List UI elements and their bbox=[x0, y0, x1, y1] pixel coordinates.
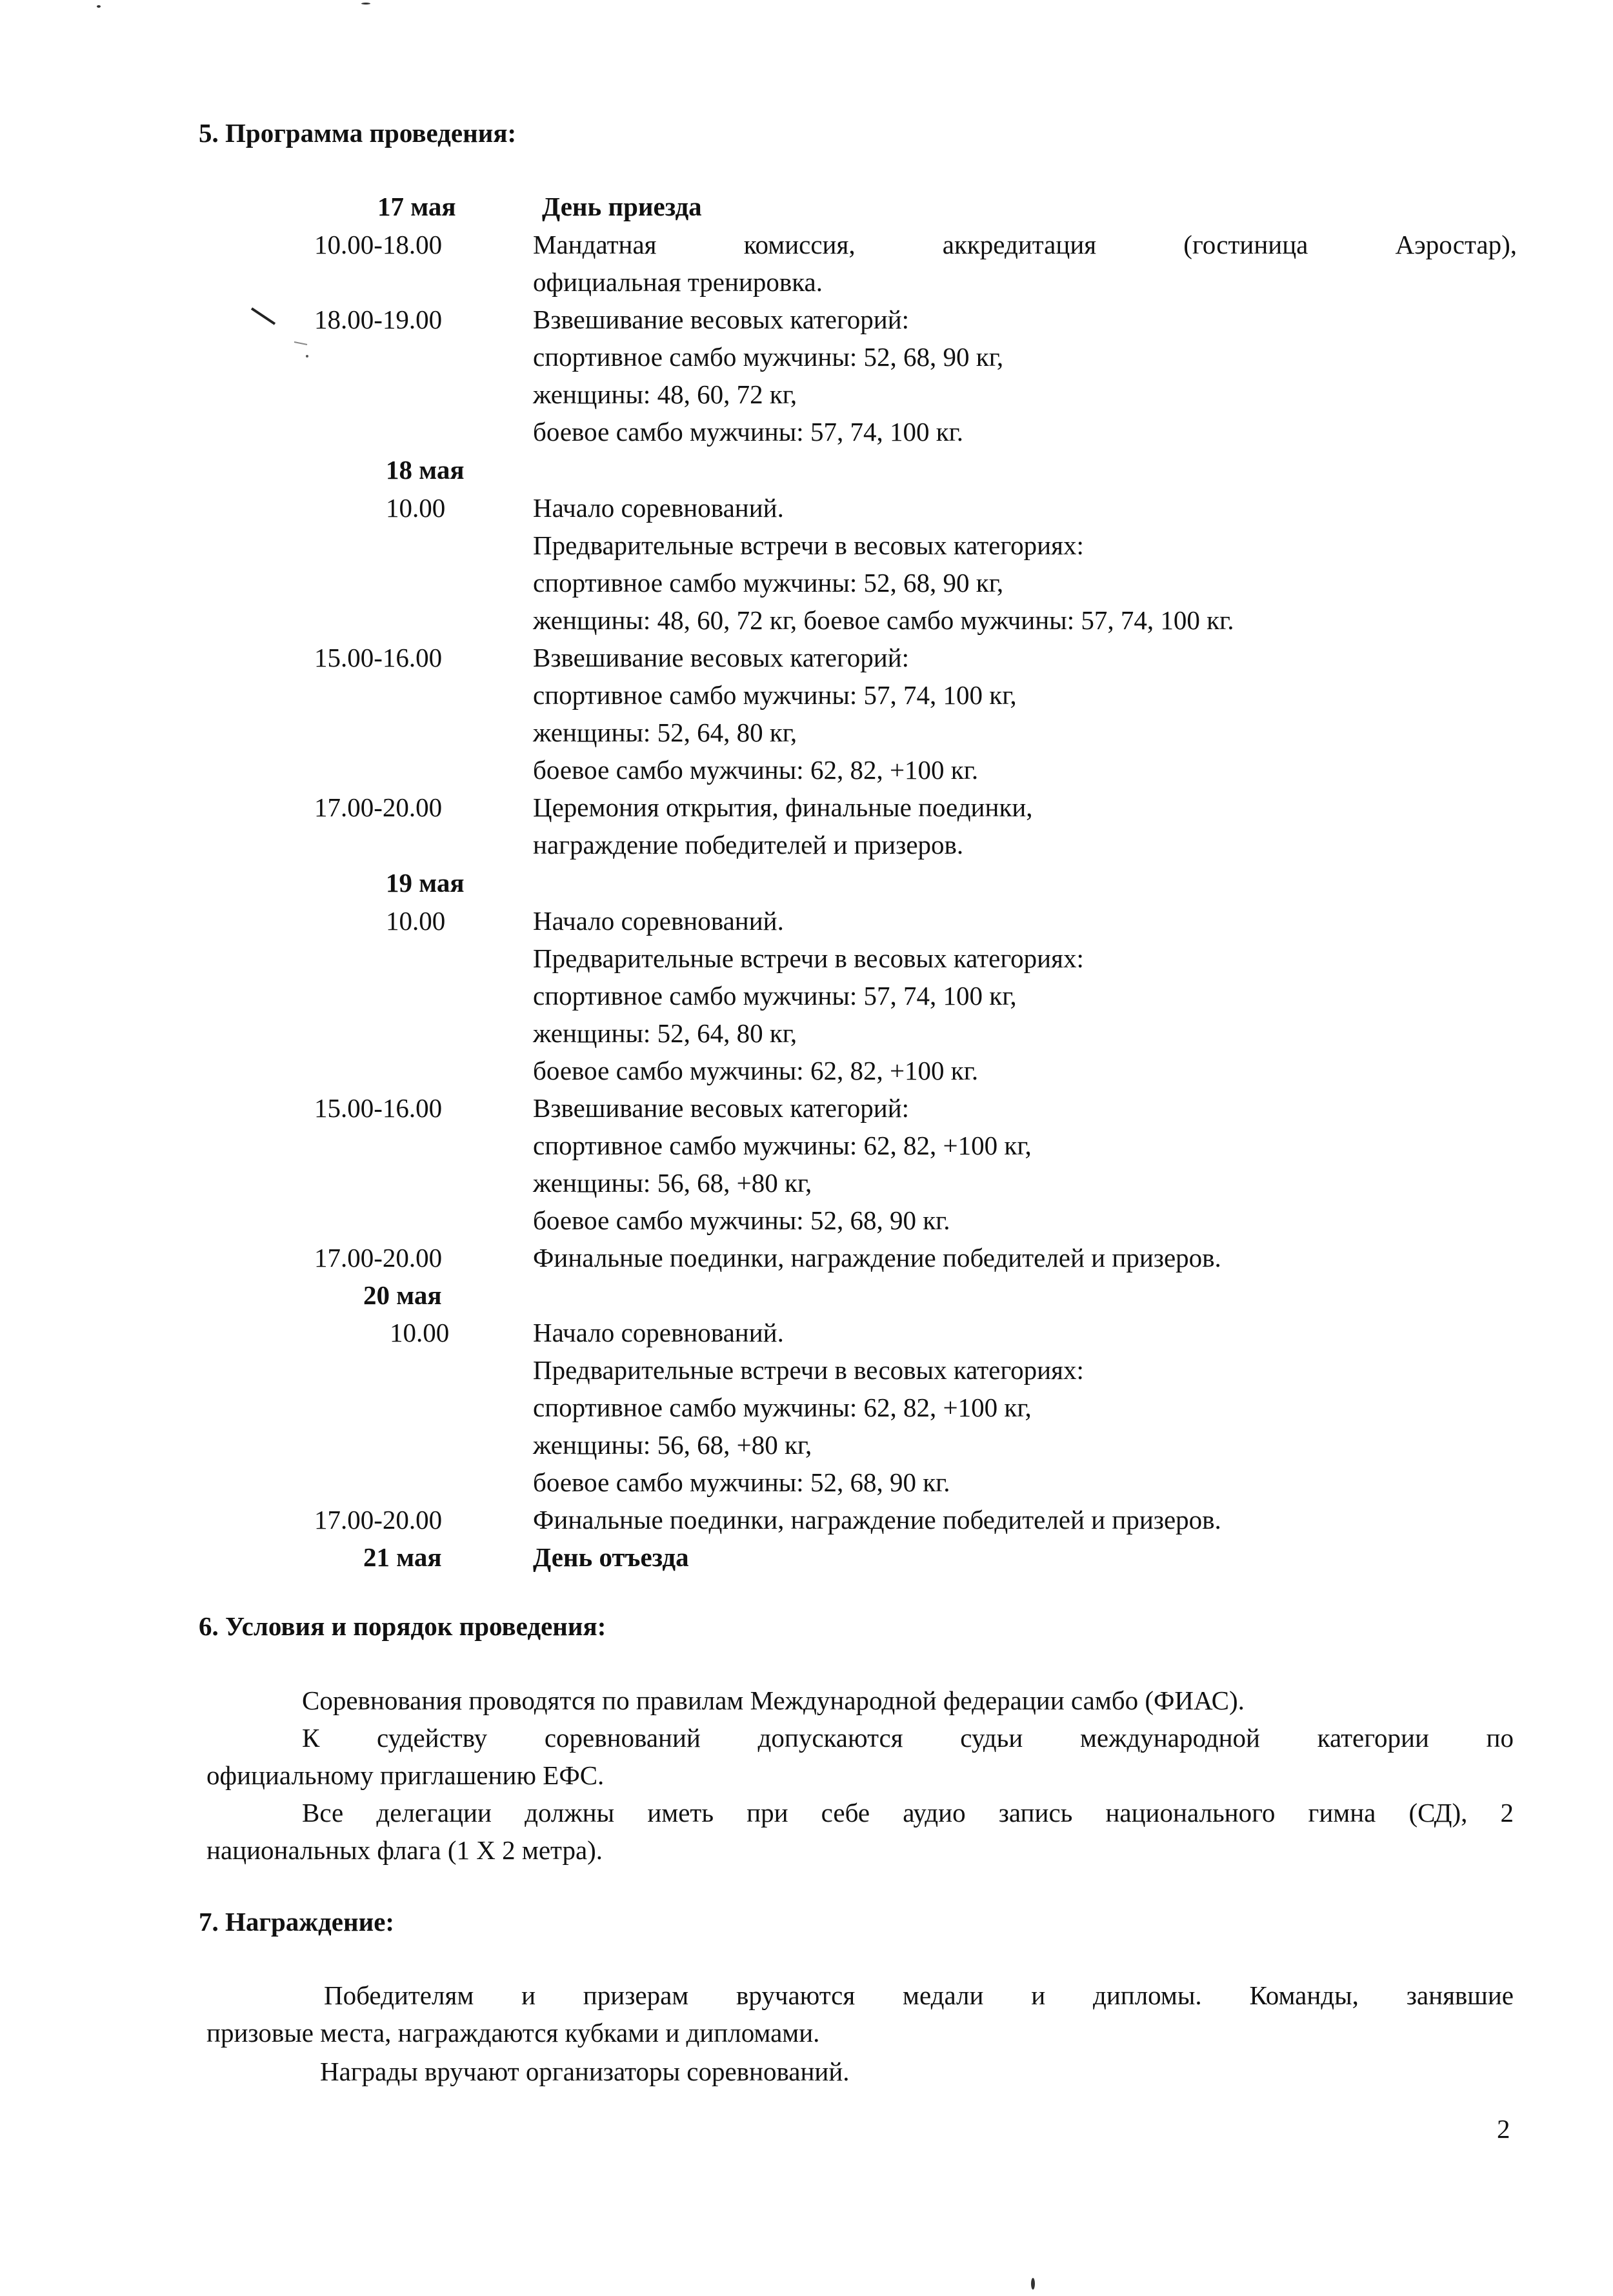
schedule-time: 17.00-20.00 bbox=[314, 1505, 443, 1535]
schedule-line: Взвешивание весовых категорий: bbox=[533, 305, 910, 334]
schedule-time: 15.00-16.00 bbox=[314, 1093, 443, 1123]
scan-speck bbox=[1031, 2278, 1035, 2290]
schedule-line: боевое самбо мужчины: 52, 68, 90 кг. bbox=[533, 1467, 950, 1497]
conditions-paragraph-1: Соревнования проводятся по правилам Международной федерации самбо (ФИАС). bbox=[302, 1686, 1245, 1715]
schedule-line: Взвешивание весовых категорий: bbox=[533, 643, 910, 672]
schedule-line: Начало соревнований. bbox=[533, 906, 784, 936]
schedule-line: женщины: 48, 60, 72 кг, боевое самбо мужчины: 57, 74, 100 кг. bbox=[533, 605, 1234, 635]
schedule-line: Предварительные встречи в весовых категориях: bbox=[533, 530, 1084, 560]
conditions-paragraph-3-line-2: национальных флага (1 Х 2 метра). bbox=[206, 1835, 603, 1865]
schedule-line: спортивное самбо мужчины: 57, 74, 100 кг, bbox=[533, 981, 1017, 1011]
schedule-time: 17.00-20.00 bbox=[314, 1243, 443, 1273]
schedule-line: Мандатная комиссия, аккредитация (гостиница Аэростар), bbox=[533, 230, 1517, 259]
schedule-line: боевое самбо мужчины: 52, 68, 90 кг. bbox=[533, 1205, 950, 1235]
schedule-day: 17 мая bbox=[377, 192, 456, 221]
conditions-paragraph-2-line-1: К судейству соревнований допускаются судьи международной категории по bbox=[302, 1723, 1514, 1753]
schedule-line: Финальные поединки, награждение победителей и призеров. bbox=[533, 1505, 1221, 1535]
schedule-line: женщины: 56, 68, +80 кг, bbox=[533, 1168, 812, 1198]
schedule-line: женщины: 48, 60, 72 кг, bbox=[533, 379, 797, 409]
schedule-line: боевое самбо мужчины: 62, 82, +100 кг. bbox=[533, 1056, 979, 1085]
scan-speck bbox=[97, 5, 101, 8]
schedule-line: спортивное самбо мужчины: 52, 68, 90 кг, bbox=[533, 568, 1004, 598]
schedule-day: 18 мая bbox=[386, 455, 465, 485]
schedule-line: спортивное самбо мужчины: 62, 82, +100 кг, bbox=[533, 1131, 1032, 1160]
scan-speck bbox=[361, 3, 370, 5]
pen-mark-icon bbox=[249, 303, 320, 361]
schedule-time: 18.00-19.00 bbox=[314, 305, 443, 334]
conditions-paragraph-2-line-2: официальному приглашению ЕФС. bbox=[206, 1760, 605, 1790]
awards-paragraph-1-line-2: призовые места, награждаются кубками и дипломами. bbox=[206, 2018, 820, 2048]
schedule-line: награждение победителей и призеров. bbox=[533, 830, 964, 860]
schedule-day: 21 мая bbox=[363, 1542, 442, 1572]
schedule-day: 20 мая bbox=[363, 1280, 442, 1310]
schedule-time: 10.00 bbox=[390, 1318, 450, 1347]
schedule-day-title: День приезда bbox=[542, 192, 702, 221]
schedule-line: боевое самбо мужчины: 57, 74, 100 кг. bbox=[533, 417, 964, 447]
schedule-line: Финальные поединки, награждение победителей и призеров. bbox=[533, 1243, 1221, 1273]
schedule-day-title: День отъезда bbox=[533, 1542, 689, 1572]
schedule-line: спортивное самбо мужчины: 62, 82, +100 кг, bbox=[533, 1393, 1032, 1422]
schedule-time: 10.00 bbox=[386, 906, 446, 936]
schedule-time: 15.00-16.00 bbox=[314, 643, 443, 672]
page-number: 2 bbox=[1497, 2114, 1510, 2144]
conditions-paragraph-3-line-1: Все делегации должны иметь при себе аудио запись национального гимна (СД), 2 bbox=[302, 1798, 1514, 1828]
schedule-line: женщины: 52, 64, 80 кг, bbox=[533, 1018, 797, 1048]
section-6-heading: 6. Условия и порядок проведения: bbox=[199, 1611, 606, 1641]
schedule-line: женщины: 56, 68, +80 кг, bbox=[533, 1430, 812, 1460]
schedule-line: Предварительные встречи в весовых категориях: bbox=[533, 943, 1084, 973]
schedule-line: официальная тренировка. bbox=[533, 267, 823, 297]
schedule-line: боевое самбо мужчины: 62, 82, +100 кг. bbox=[533, 755, 979, 785]
schedule-line: спортивное самбо мужчины: 57, 74, 100 кг, bbox=[533, 680, 1017, 710]
schedule-line: Взвешивание весовых категорий: bbox=[533, 1093, 910, 1123]
schedule-day: 19 мая bbox=[386, 868, 465, 898]
schedule-line: Начало соревнований. bbox=[533, 1318, 784, 1347]
schedule-time: 17.00-20.00 bbox=[314, 792, 443, 822]
schedule-time: 10.00 bbox=[386, 493, 446, 523]
schedule-line: спортивное самбо мужчины: 52, 68, 90 кг, bbox=[533, 342, 1004, 372]
awards-paragraph-2: Награды вручают организаторы соревнований. bbox=[320, 2057, 850, 2086]
schedule-line: Церемония открытия, финальные поединки, bbox=[533, 792, 1033, 822]
schedule-line: женщины: 52, 64, 80 кг, bbox=[533, 718, 797, 747]
awards-paragraph-1-line-1: Победителям и призерам вручаются медали и дипломы. Команды, занявшие bbox=[324, 1980, 1514, 2010]
schedule-time: 10.00-18.00 bbox=[314, 230, 443, 259]
section-5-heading: 5. Программа проведения: bbox=[199, 118, 517, 148]
schedule-line: Начало соревнований. bbox=[533, 493, 784, 523]
schedule-line: Предварительные встречи в весовых категориях: bbox=[533, 1355, 1084, 1385]
section-7-heading: 7. Награждение: bbox=[199, 1907, 395, 1937]
